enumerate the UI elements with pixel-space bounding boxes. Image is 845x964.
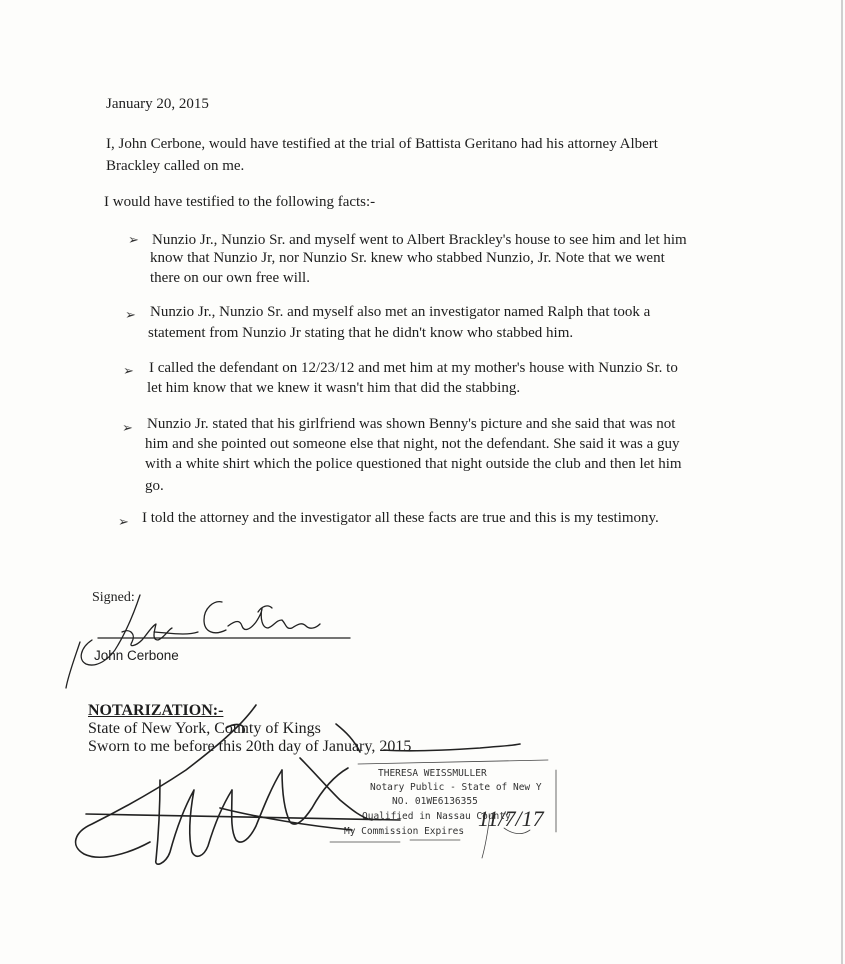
bullet-4-line-1: Nunzio Jr. stated that his girlfriend was shown Benny's picture and she said that was not bbox=[147, 416, 676, 432]
signer-name: John Cerbone bbox=[94, 648, 179, 663]
bullet-5-line-1: I told the attorney and the investigator all these facts are true and this is my testimony. bbox=[142, 510, 659, 526]
notarization-line-2: Sworn to me before this 20th day of January, 2015 bbox=[88, 738, 412, 755]
bullet-4-line-4: go. bbox=[145, 478, 164, 494]
bullet-4-line-2: him and she pointed out someone else that night, not the defendant. She said it was a guy bbox=[145, 436, 680, 452]
intro-line-1: I, John Cerbone, would have testified at the trial of Battista Geritano had his attorney Albert bbox=[106, 136, 658, 152]
bullet-1-line-3: there on our own free will. bbox=[150, 270, 310, 286]
bullet-1-line-1: Nunzio Jr., Nunzio Sr. and myself went to Albert Brackley's house to see him and let him bbox=[152, 232, 687, 248]
bullet-arrow-icon: ➢ bbox=[123, 363, 134, 378]
bullet-3-line-2: let him know that we knew it wasn't him that did the stabbing. bbox=[147, 380, 521, 396]
signed-label: Signed: bbox=[92, 590, 135, 605]
stamp-number: NO. 01WE6136355 bbox=[392, 796, 478, 807]
facts-intro: I would have testified to the following facts:- bbox=[104, 194, 376, 210]
notarization-line-1: State of New York, County of Kings bbox=[88, 720, 321, 737]
bullet-2-line-1: Nunzio Jr., Nunzio Sr. and myself also met an investigator named Ralph that took a bbox=[150, 304, 651, 320]
notarization-heading: NOTARIZATION:- bbox=[88, 702, 224, 719]
bullet-arrow-icon: ➢ bbox=[128, 232, 139, 247]
stamp-expires-date: 11/7/17 bbox=[478, 806, 544, 831]
bullet-3-line-1: I called the defendant on 12/23/12 and met him at my mother's house with Nunzio Sr. to bbox=[149, 360, 678, 376]
intro-line-2: Brackley called on me. bbox=[106, 158, 245, 174]
bullet-arrow-icon: ➢ bbox=[122, 420, 133, 435]
bullet-1-line-2: know that Nunzio Jr, nor Nunzio Sr. knew who stabbed Nunzio, Jr. Note that we went bbox=[150, 250, 665, 266]
bullet-4-line-3: with a white shirt which the police questioned that night outside the club and then let him bbox=[145, 456, 682, 472]
bullet-arrow-icon: ➢ bbox=[125, 307, 136, 322]
stamp-name: THERESA WEISSMULLER bbox=[378, 768, 487, 779]
document-date: January 20, 2015 bbox=[106, 96, 209, 112]
stamp-expires-label: My Commission Expires bbox=[344, 826, 465, 837]
scan-edge-line bbox=[841, 0, 843, 964]
bullet-arrow-icon: ➢ bbox=[118, 514, 129, 529]
stamp-county: Qualified in Nassau County bbox=[362, 811, 511, 822]
bullet-2-line-2: statement from Nunzio Jr stating that he didn't know who stabbed him. bbox=[148, 325, 574, 341]
stamp-title: Notary Public - State of New Y bbox=[370, 782, 542, 793]
